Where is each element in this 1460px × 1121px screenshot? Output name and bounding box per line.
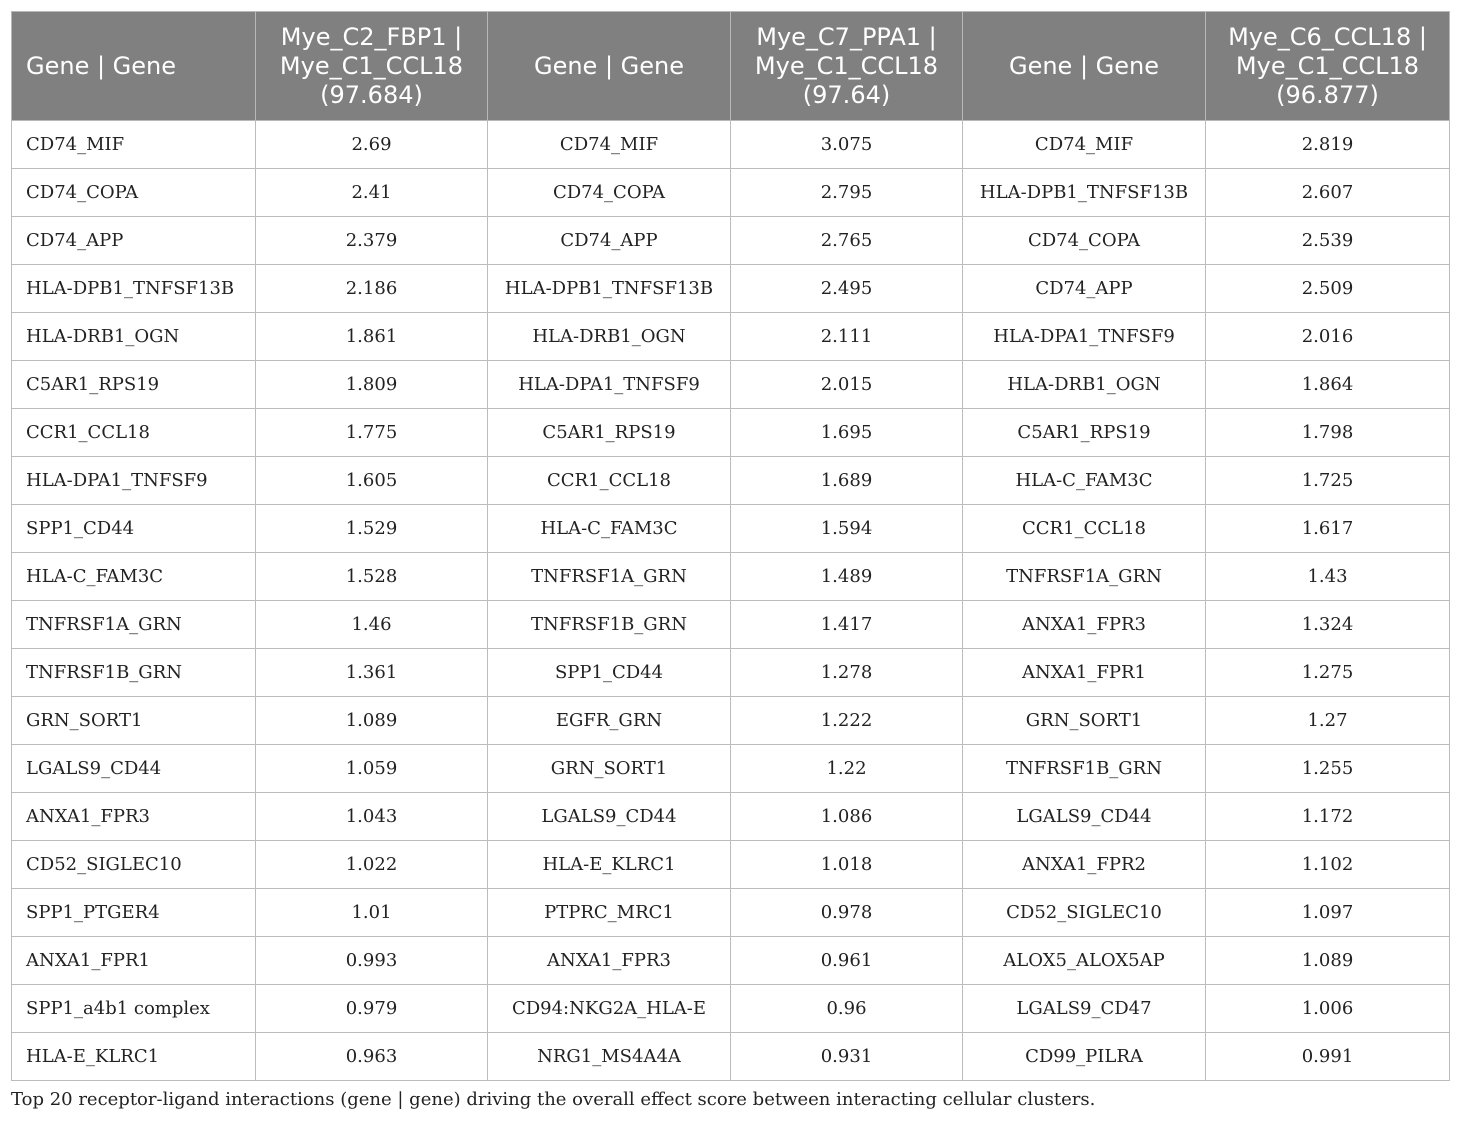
score-cell: 2.016: [1206, 313, 1450, 361]
gene-cell: CCR1_CCL18: [488, 457, 731, 505]
score-cell: 2.379: [256, 217, 488, 265]
score-cell: 1.417: [731, 601, 963, 649]
gene-cell: ANXA1_FPR1: [12, 937, 256, 985]
gene-cell: HLA-DPA1_TNFSF9: [12, 457, 256, 505]
gene-cell: TNFRSF1A_GRN: [488, 553, 731, 601]
gene-cell: TNFRSF1B_GRN: [963, 745, 1206, 793]
score-cell: 1.006: [1206, 985, 1450, 1033]
score-cell: 0.979: [256, 985, 488, 1033]
score-cell: 1.089: [1206, 937, 1450, 985]
score-cell: 1.022: [256, 841, 488, 889]
score-cell: 2.495: [731, 265, 963, 313]
gene-cell: CCR1_CCL18: [963, 505, 1206, 553]
gene-cell: ANXA1_FPR2: [963, 841, 1206, 889]
score-cell: 1.528: [256, 553, 488, 601]
score-cell: 1.361: [256, 649, 488, 697]
score-cell: 1.278: [731, 649, 963, 697]
score-cell: 1.275: [1206, 649, 1450, 697]
score-cell: 1.324: [1206, 601, 1450, 649]
score-cell: 1.809: [256, 361, 488, 409]
gene-cell: ALOX5_ALOX5AP: [963, 937, 1206, 985]
gene-cell: TNFRSF1B_GRN: [12, 649, 256, 697]
gene-cell: CD74_APP: [963, 265, 1206, 313]
table-row: [12, 841, 1450, 889]
gene-cell: HLA-E_KLRC1: [488, 841, 731, 889]
gene-cell: TNFRSF1B_GRN: [488, 601, 731, 649]
gene-cell: CD74_COPA: [963, 217, 1206, 265]
gene-cell: CD74_MIF: [963, 121, 1206, 169]
table-row: [12, 793, 1450, 841]
score-cell: 0.978: [731, 889, 963, 937]
column-header-score-3: Mye_C6_CCL18 | Mye_C1_CCL18 (96.877): [1206, 12, 1450, 121]
gene-cell: LGALS9_CD44: [963, 793, 1206, 841]
gene-cell: SPP1_PTGER4: [12, 889, 256, 937]
score-cell: 1.27: [1206, 697, 1450, 745]
interactions-table: [11, 11, 1450, 1081]
table-row: [12, 601, 1450, 649]
score-cell: 2.111: [731, 313, 963, 361]
score-cell: 2.795: [731, 169, 963, 217]
score-cell: 2.41: [256, 169, 488, 217]
table-row: [12, 409, 1450, 457]
table-row: [12, 121, 1450, 169]
score-cell: 2.186: [256, 265, 488, 313]
score-cell: 0.963: [256, 1033, 488, 1081]
score-cell: 2.607: [1206, 169, 1450, 217]
gene-cell: ANXA1_FPR3: [488, 937, 731, 985]
gene-cell: CD74_APP: [12, 217, 256, 265]
table-body: [12, 121, 1450, 1081]
score-cell: 3.075: [731, 121, 963, 169]
table-row: [12, 553, 1450, 601]
column-header-score-2: Mye_C7_PPA1 | Mye_C1_CCL18 (97.64): [731, 12, 963, 121]
score-cell: 1.861: [256, 313, 488, 361]
gene-cell: HLA-C_FAM3C: [12, 553, 256, 601]
score-cell: 0.96: [731, 985, 963, 1033]
table-header: [12, 12, 1450, 121]
gene-cell: SPP1_CD44: [488, 649, 731, 697]
gene-cell: CD94:NKG2A_HLA-E: [488, 985, 731, 1033]
score-cell: 1.695: [731, 409, 963, 457]
score-cell: 1.059: [256, 745, 488, 793]
score-cell: 1.43: [1206, 553, 1450, 601]
score-cell: 1.594: [731, 505, 963, 553]
score-cell: 1.086: [731, 793, 963, 841]
gene-cell: CD74_MIF: [488, 121, 731, 169]
column-header-gene-3: Gene | Gene: [963, 12, 1206, 121]
gene-cell: ANXA1_FPR1: [963, 649, 1206, 697]
gene-cell: GRN_SORT1: [963, 697, 1206, 745]
score-cell: 0.991: [1206, 1033, 1450, 1081]
score-cell: 1.775: [256, 409, 488, 457]
gene-cell: CD99_PILRA: [963, 1033, 1206, 1081]
gene-cell: LGALS9_CD44: [12, 745, 256, 793]
interactions-table-container: [11, 11, 1449, 1081]
gene-cell: HLA-DRB1_OGN: [488, 313, 731, 361]
score-cell: 0.961: [731, 937, 963, 985]
score-cell: 1.725: [1206, 457, 1450, 505]
score-cell: 0.931: [731, 1033, 963, 1081]
gene-cell: EGFR_GRN: [488, 697, 731, 745]
score-cell: 1.22: [731, 745, 963, 793]
score-cell: 1.097: [1206, 889, 1450, 937]
table-row: [12, 937, 1450, 985]
gene-cell: TNFRSF1A_GRN: [12, 601, 256, 649]
table-row: [12, 985, 1450, 1033]
gene-cell: CCR1_CCL18: [12, 409, 256, 457]
score-cell: 1.222: [731, 697, 963, 745]
score-cell: 1.172: [1206, 793, 1450, 841]
gene-cell: HLA-DRB1_OGN: [963, 361, 1206, 409]
score-cell: 1.605: [256, 457, 488, 505]
table-row: [12, 649, 1450, 697]
score-cell: 0.993: [256, 937, 488, 985]
score-cell: 1.01: [256, 889, 488, 937]
gene-cell: HLA-DPA1_TNFSF9: [963, 313, 1206, 361]
score-cell: 1.529: [256, 505, 488, 553]
table-row: [12, 217, 1450, 265]
table-row: [12, 169, 1450, 217]
gene-cell: TNFRSF1A_GRN: [963, 553, 1206, 601]
score-cell: 2.765: [731, 217, 963, 265]
gene-cell: CD74_COPA: [488, 169, 731, 217]
table-row: [12, 265, 1450, 313]
gene-cell: C5AR1_RPS19: [963, 409, 1206, 457]
table-row: [12, 1033, 1450, 1081]
table-row: [12, 361, 1450, 409]
gene-cell: C5AR1_RPS19: [488, 409, 731, 457]
gene-cell: CD52_SIGLEC10: [12, 841, 256, 889]
column-header-gene-2: Gene | Gene: [488, 12, 731, 121]
table-row: [12, 697, 1450, 745]
gene-cell: HLA-DPB1_TNFSF13B: [963, 169, 1206, 217]
score-cell: 2.015: [731, 361, 963, 409]
score-cell: 1.864: [1206, 361, 1450, 409]
gene-cell: HLA-DRB1_OGN: [12, 313, 256, 361]
table-row: [12, 457, 1450, 505]
score-cell: 1.46: [256, 601, 488, 649]
gene-cell: C5AR1_RPS19: [12, 361, 256, 409]
gene-cell: NRG1_MS4A4A: [488, 1033, 731, 1081]
gene-cell: HLA-C_FAM3C: [963, 457, 1206, 505]
gene-cell: CD52_SIGLEC10: [963, 889, 1206, 937]
score-cell: 1.089: [256, 697, 488, 745]
gene-cell: PTPRC_MRC1: [488, 889, 731, 937]
score-cell: 1.617: [1206, 505, 1450, 553]
gene-cell: LGALS9_CD47: [963, 985, 1206, 1033]
score-cell: 1.489: [731, 553, 963, 601]
gene-cell: ANXA1_FPR3: [12, 793, 256, 841]
score-cell: 1.798: [1206, 409, 1450, 457]
table-row: [12, 889, 1450, 937]
column-header-score-1: Mye_C2_FBP1 | Mye_C1_CCL18 (97.684): [256, 12, 488, 121]
score-cell: 1.102: [1206, 841, 1450, 889]
gene-cell: HLA-C_FAM3C: [488, 505, 731, 553]
gene-cell: HLA-DPB1_TNFSF13B: [12, 265, 256, 313]
score-cell: 2.539: [1206, 217, 1450, 265]
score-cell: 1.018: [731, 841, 963, 889]
gene-cell: LGALS9_CD44: [488, 793, 731, 841]
gene-cell: GRN_SORT1: [12, 697, 256, 745]
gene-cell: CD74_COPA: [12, 169, 256, 217]
gene-cell: HLA-E_KLRC1: [12, 1033, 256, 1081]
table-row: [12, 505, 1450, 553]
score-cell: 2.69: [256, 121, 488, 169]
table-caption: Top 20 receptor-ligand interactions (gene | gene) driving the overall effect score between interacting cellular clusters.: [11, 1089, 1096, 1110]
gene-cell: ANXA1_FPR3: [963, 601, 1206, 649]
score-cell: 2.509: [1206, 265, 1450, 313]
gene-cell: SPP1_CD44: [12, 505, 256, 553]
gene-cell: HLA-DPB1_TNFSF13B: [488, 265, 731, 313]
score-cell: 1.255: [1206, 745, 1450, 793]
gene-cell: CD74_MIF: [12, 121, 256, 169]
score-cell: 2.819: [1206, 121, 1450, 169]
gene-cell: CD74_APP: [488, 217, 731, 265]
header-row: [12, 12, 1450, 121]
table-row: [12, 313, 1450, 361]
gene-cell: GRN_SORT1: [488, 745, 731, 793]
score-cell: 1.689: [731, 457, 963, 505]
column-header-gene-1: Gene | Gene: [12, 12, 256, 121]
table-row: [12, 745, 1450, 793]
score-cell: 1.043: [256, 793, 488, 841]
gene-cell: SPP1_a4b1 complex: [12, 985, 256, 1033]
gene-cell: HLA-DPA1_TNFSF9: [488, 361, 731, 409]
